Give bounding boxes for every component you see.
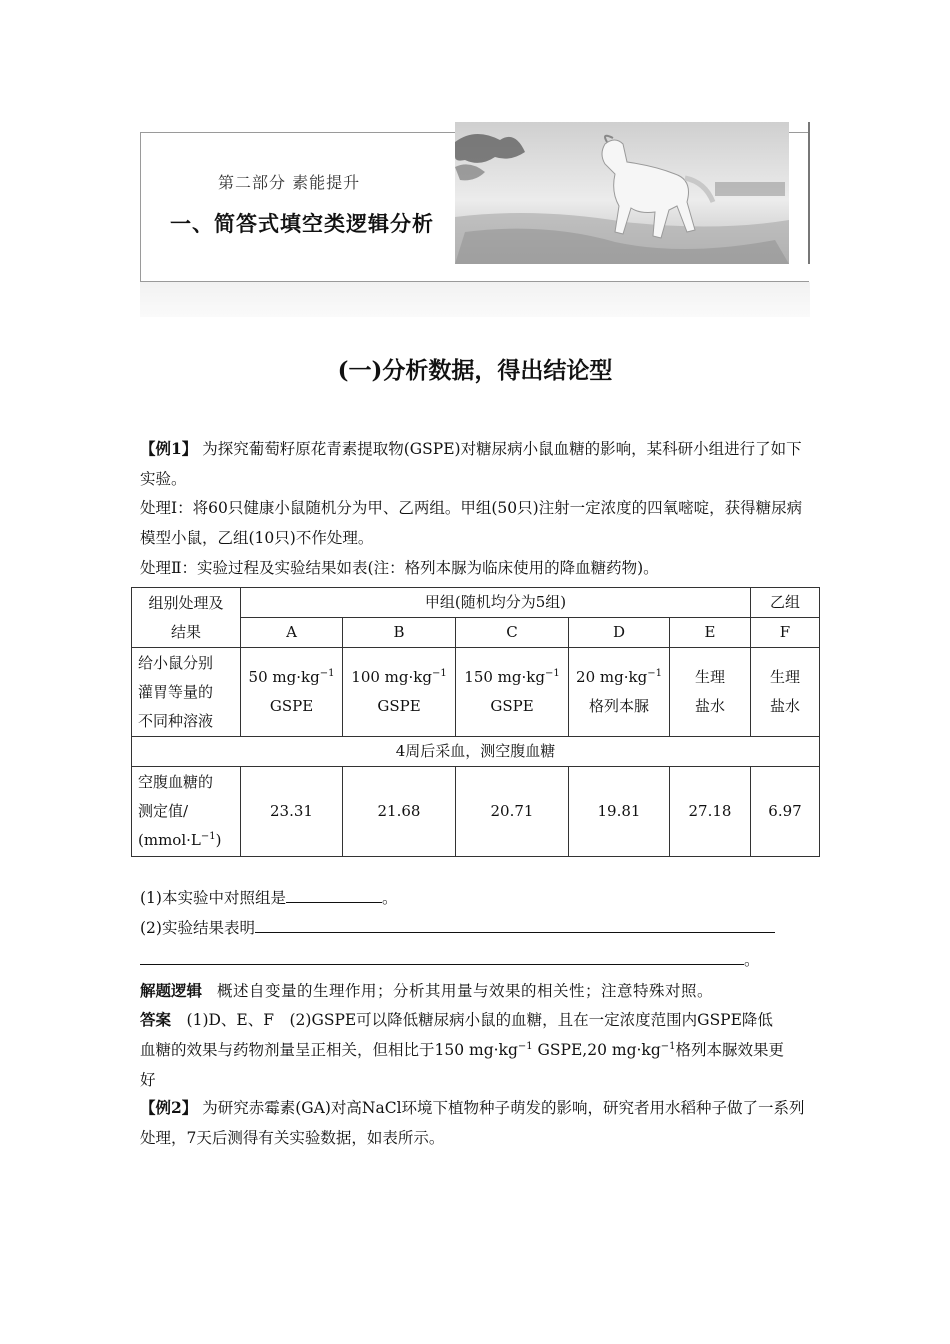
answer-label: 答案 [140,1010,172,1029]
answer-text: 血糖的效果与药物剂量呈正相关，但相比于150 mg·kg [140,1041,518,1059]
banner-edge-line [808,122,810,264]
answer-blank[interactable] [286,884,382,903]
table-row [132,648,820,737]
example1-step1: 处理Ⅰ：将60只健康小鼠随机分为甲、乙两组。甲组(50只)注射一定浓度的四氧嘧啶，获得糖尿病模型小鼠，乙组(10只)不作处理。 [140,499,803,547]
solution-name: 盐水 [769,697,800,715]
example2-label: 【例2】 [140,1098,198,1117]
solution-name: GSPE [377,697,421,715]
banner-shadow [140,282,810,317]
corner-line: 结果 [170,622,201,641]
row-label-line: 空腹血糖的 [138,773,214,791]
example1-intro [140,434,812,494]
table-cell: 23.31 [241,767,343,857]
solution-name: GSPE [490,697,534,715]
table-cell [241,648,343,737]
table-cell [670,648,751,737]
answer-text: 格列本脲效果更 [675,1041,785,1059]
question-2-text: (2)实验结果表明 [140,919,255,937]
chapter-banner [140,122,810,317]
question-1-text: (1)本实验中对照组是 [140,889,286,907]
dose-unit-exponent: −1 [647,668,662,679]
banner-subtitle: 第二部分 素能提升 [218,173,361,192]
solution-name: GSPE [269,697,314,715]
column-header: D [569,618,670,648]
dose: 20 mg·kg [576,668,648,686]
punctuation: 。 [381,889,398,907]
answer-blank[interactable] [140,946,744,965]
table-row [132,737,820,767]
example2-text: 为研究赤霉素(GA)对高NaCl环境下植物种子萌发的影响，研究者用水稻种子做了一系列处理，7天后测得有关实验数据，如表所示。 [140,1099,805,1147]
experiment-table [131,587,820,857]
row-label-line: 测定值/ [138,802,189,820]
column-header: A [241,618,343,648]
banner-title: 一、简答式填空类逻辑分析 [170,212,434,236]
answer-exponent: −1 [517,1040,533,1052]
group-yi-header: 乙组 [751,588,820,618]
table-row [132,588,820,618]
example1-step2: 处理Ⅱ：实验过程及实验结果如表(注：格列本脲为临床使用的降血糖药物)。 [140,559,659,577]
question-1 [140,883,812,913]
dose: 100 mg·kg [351,668,432,686]
column-header: B [343,618,456,648]
dose: 生理 [694,668,725,686]
group-jia-header: 甲组(随机均分为5组) [241,588,751,618]
unit-exponent: −1 [200,831,216,842]
unit-text: (mmol·L [138,831,201,849]
solution-logic [140,976,812,1006]
answer-blank[interactable] [255,914,775,933]
section-title: (一)分析数据，得出结论型 [337,357,613,384]
solution-name: 盐水 [694,697,725,715]
table-cell: 27.18 [670,767,751,857]
dose-unit-exponent: −1 [544,668,560,679]
answer-line [140,1005,812,1035]
logic-text: 概述自变量的生理作用；分析其用量与效果的相关性；注意特殊对照。 [216,982,713,1000]
unit-close: ) [215,831,222,849]
column-header: E [670,618,751,648]
answer-exponent: −1 [660,1040,676,1052]
table-cell [456,648,569,737]
row-label-line: 不同种溶液 [138,711,214,730]
punctuation: 。 [744,951,760,969]
table-cell: 21.68 [343,767,456,857]
logic-label: 解题逻辑 [140,981,203,1000]
example2 [140,1093,812,1153]
table-row [132,767,820,857]
answer-line [140,1035,812,1065]
dose: 50 mg·kg [248,668,320,686]
answer-text: (1)D、E、F (2)GSPE可以降低糖尿病小鼠的血糖，且在一定浓度范围内GSPE降低 [186,1011,773,1029]
row-label-line [138,826,234,855]
answer-line: 好 [140,1071,156,1089]
column-header: C [456,618,569,648]
table-cell: 19.81 [569,767,670,857]
row-label-line: 灌胃等量的 [138,682,214,701]
table-corner-cell [132,588,241,648]
dose: 150 mg·kg [464,668,545,686]
row-label [132,767,241,857]
row-label-line: 给小鼠分别 [138,653,214,672]
table-cell: 20.71 [456,767,569,857]
dose: 生理 [769,668,800,686]
corner-line: 组别处理及 [148,593,224,612]
white-horse-photo-icon [455,122,789,264]
column-header: F [751,618,820,648]
table-cell [569,648,670,737]
example1-label: 【例1】 [140,439,198,458]
mid-row-note: 4周后采血，测空腹血糖 [132,737,820,767]
question-2 [140,913,812,943]
example1-intro-text: 为探究葡萄籽原花青素提取物(GSPE)对糖尿病小鼠血糖的影响，某科研小组进行了如下实验。 [140,440,802,488]
answer-text: GSPE,20 mg·kg [532,1041,661,1059]
table-cell [751,648,820,737]
dose-unit-exponent: −1 [431,668,447,679]
row-label [132,648,241,737]
answer-block [140,1005,812,1095]
table-cell: 6.97 [751,767,820,857]
dose-unit-exponent: −1 [319,668,335,679]
solution-name: 格列本脲 [588,697,649,715]
table-cell [343,648,456,737]
question-2-continued [140,945,812,975]
